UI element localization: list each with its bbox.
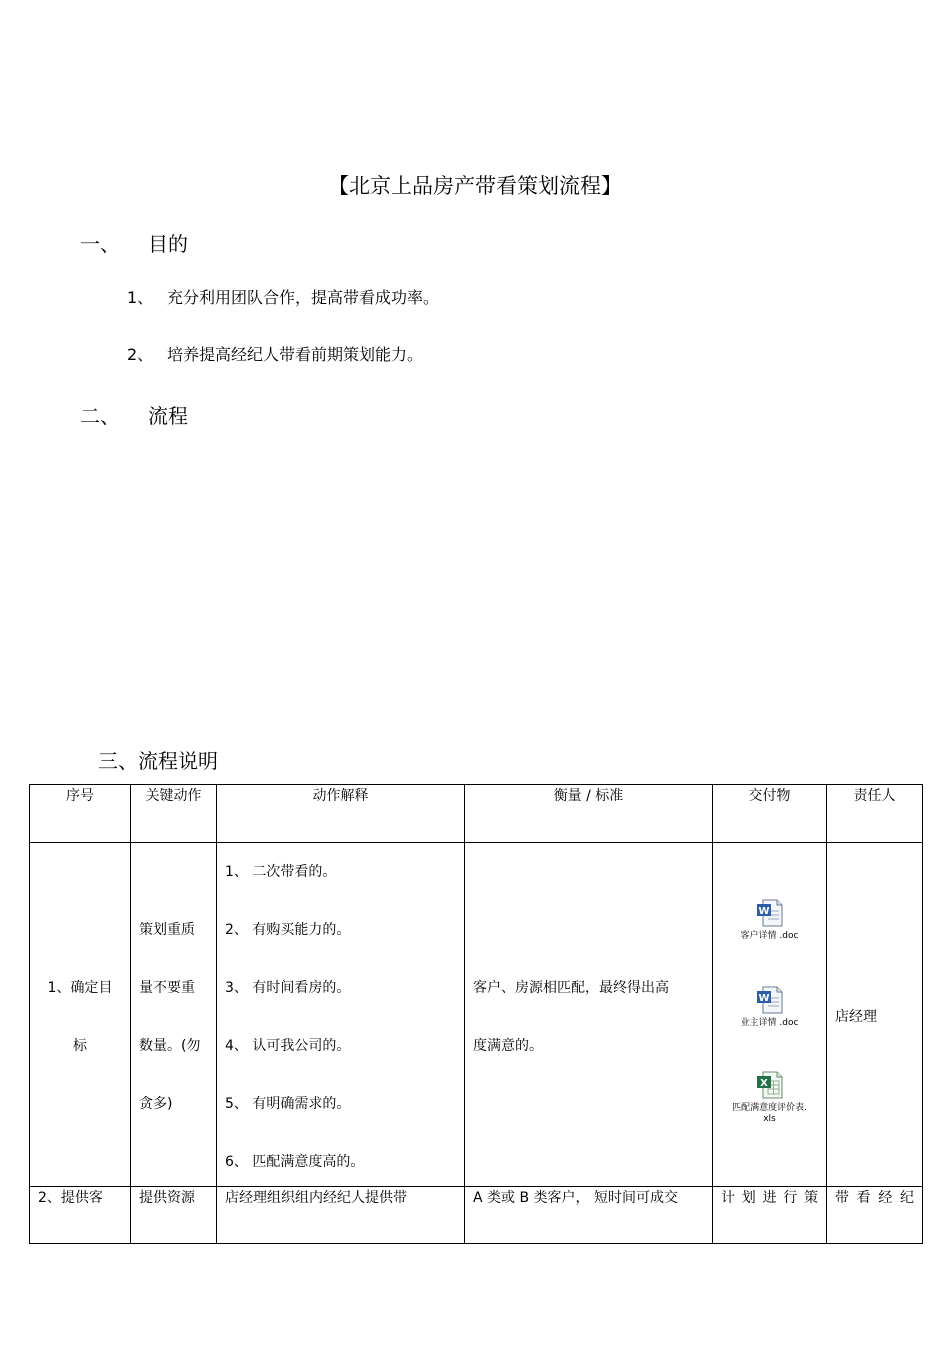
cell-line: 客户、房源相匹配，最终得出高 (473, 980, 669, 996)
cell-explain: 店经理组织组内经纪人提供带 (217, 1187, 465, 1244)
cell-measure (465, 843, 713, 1187)
word-doc-icon (754, 897, 786, 929)
svg-text:X: X (759, 1078, 768, 1089)
attachment-label: xls (763, 1114, 776, 1124)
header-cell: 责任人 (827, 785, 923, 843)
header-cell: 序号 (30, 785, 131, 843)
header-cell: 关键动作 (131, 785, 217, 843)
attachment-owner-doc[interactable] (713, 984, 826, 1029)
cell-action (131, 843, 217, 1187)
svg-text:W: W (757, 993, 770, 1004)
cell-line: 1、 二次带看的。 (225, 864, 337, 880)
cell-line: 6、 匹配满意度高的。 (225, 1154, 365, 1170)
cell-line: 4、 认可我公司的。 (225, 1038, 351, 1054)
list-item (127, 285, 627, 307)
cell-measure: A 类或 B 类客户， 短时间可成交 (465, 1187, 713, 1244)
process-table (29, 784, 923, 1244)
list-item-text: 充分利用团队合作，提高带看成功率。 (167, 288, 440, 307)
list-item-text: 培养提高经纪人带看前期策划能力。 (167, 345, 424, 364)
word-doc-icon (754, 984, 786, 1016)
excel-xls-icon (754, 1069, 786, 1101)
section-label: 目的 (148, 232, 188, 256)
cell-line: 度满意的。 (473, 1038, 543, 1054)
cell-action: 提供资源 (131, 1187, 217, 1244)
section-heading-process (80, 400, 280, 426)
cell-line: 5、 有明确需求的。 (225, 1096, 351, 1112)
cell-line: 3、 有时间看房的。 (225, 980, 351, 996)
cell-seq (30, 843, 131, 1187)
section-label: 流程 (148, 404, 188, 428)
header-cell: 交付物 (713, 785, 827, 843)
section-heading-purpose (80, 228, 280, 254)
header-cell: 动作解释 (217, 785, 465, 843)
cell-line: 策划重质 (139, 922, 195, 938)
cell-owner (827, 843, 923, 1187)
cell-line: 2、 有购买能力的。 (225, 922, 351, 938)
cell-explain (217, 843, 465, 1187)
header-cell: 衡量 / 标准 (465, 785, 713, 843)
cell-line: 标 (73, 1038, 87, 1054)
cell-seq: 2、提供客 (30, 1187, 131, 1244)
table-row (30, 843, 923, 1187)
svg-text:W: W (757, 906, 770, 917)
attachment-label: 业主详情 .doc (740, 1018, 799, 1028)
table-header-row (30, 785, 923, 843)
attachment-label: 匹配满意度评价表. (732, 1103, 807, 1113)
section-number: 二、 (80, 404, 120, 428)
attachment-customer-doc[interactable] (713, 897, 826, 942)
cell-line: 店经理 (835, 1009, 877, 1025)
table-row (30, 1187, 923, 1244)
attachment-label: 客户详情 .doc (740, 931, 799, 941)
attachment-match-xls[interactable] (713, 1069, 826, 1125)
list-item (127, 342, 627, 364)
cell-line: 贪多) (139, 1096, 173, 1112)
cell-line: 量不要重 (139, 980, 195, 996)
cell-owner: 带看经纪 (827, 1187, 923, 1244)
cell-line: 1、确定目 (47, 980, 113, 996)
cell-deliverables: 计划进行策 (713, 1187, 827, 1244)
section-heading-process-notes: 三、流程说明 (98, 749, 218, 773)
list-item-number: 2、 (127, 345, 154, 364)
list-item-number: 1、 (127, 288, 154, 307)
page-title: 【北京上品房产带看策划流程】 (328, 174, 622, 198)
cell-line: 数量。(勿 (139, 1038, 201, 1054)
cell-deliverables (713, 843, 827, 1187)
section-number: 一、 (80, 232, 120, 256)
